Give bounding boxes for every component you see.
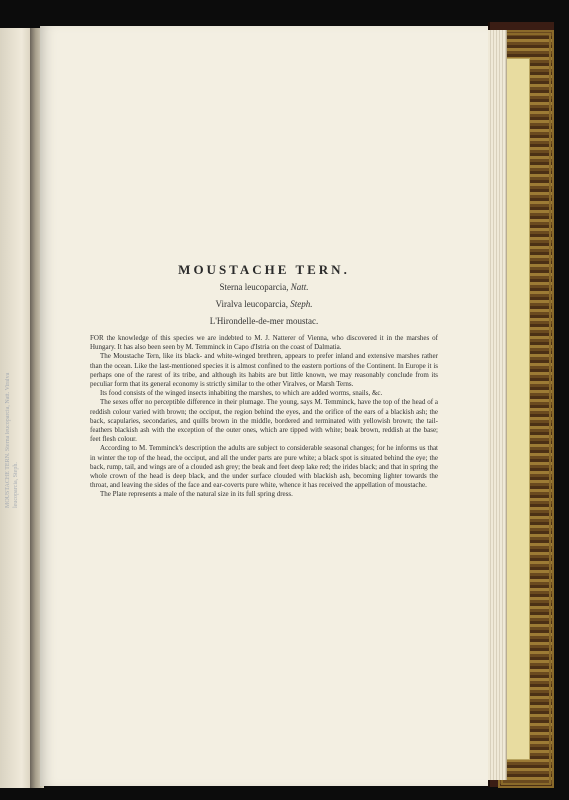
page-title: MOUSTACHE TERN.: [178, 262, 350, 277]
paragraph: The Moustache Tern, like its black- and white-winged brethren, appears to prefer inland and extensive marshes rather than the ocean. Like the last-mentioned species it is almost confined to the eastern portions of the Continent. In Europe it is perhaps one of the rarest of its tribe, and although its habits are but little known, we may reasonably conclude from its peculiar form that its general economy is strictly similar to the other Viralves, or Marsh Terns.: [90, 352, 438, 389]
synonym-authority: Steph.: [290, 299, 313, 309]
synonym-line: [40, 299, 488, 309]
left-page-show-through-text: MOUSTACHE TERN. Sterna leucoparcia, Natt. Viralva leucoparcia, Steph.: [5, 372, 19, 508]
body-text: [90, 334, 438, 500]
synonym-authority: Natt.: [290, 282, 309, 292]
synonym-name: Sterna leucoparcia,: [219, 282, 289, 292]
paragraph: According to M. Temminck's description the adults are subject to considerable seasonal changes; for he informs us that in winter the top of the head, the occiput, and all the under parts are pure white; a black spot is situated behind the eye; the back, rump, tail, and wings are of a clouded ash grey; the beak and feet deep lake red; the irides black; and that in spring the whole crown of the head is deep black, and the under surface clouded with blackish ash, becoming lighter towards the throat, and leaving the sides of the face and ear-coverts pure white, whence it has received the appellation of moustache.: [90, 444, 438, 490]
paragraph: The sexes offer no perceptible difference in their plumage. The young, says M. Temminck, have the top of the head of a reddish colour varied with brown; the occiput, the region behind the eyes, and the orifice of the ears of a blackish ash; the back, scapularies, secondaries, and quills brown in the middle, bordered and terminated with yellowish brown; the tail-feathers blackish ash with the exception of the outer ones, which are tipped with white; beak brown, reddish at the base; feet flesh colour.: [90, 398, 438, 444]
endpaper: [506, 58, 530, 760]
paragraph: FOR the knowledge of this species we are indebted to M. J. Natterer of Vienna, who discovered it in the marshes of Hungary. It has also been seen by M. Temminck in Capo d'Istria on the coast of Dalmatia.: [90, 334, 438, 352]
synonym-line: [40, 316, 488, 326]
synonym-name: Viralva leucoparcia,: [215, 299, 288, 309]
paragraph: The Plate represents a male of the natural size in its full spring dress.: [100, 490, 293, 499]
book-page: [40, 26, 488, 786]
synonym-name: L'Hirondelle-de-mer moustac.: [209, 316, 319, 326]
paragraph: Its food consists of the winged insects inhabiting the marshes, to which are added worms, snails, &c.: [100, 389, 383, 398]
synonym-line: [40, 282, 488, 292]
